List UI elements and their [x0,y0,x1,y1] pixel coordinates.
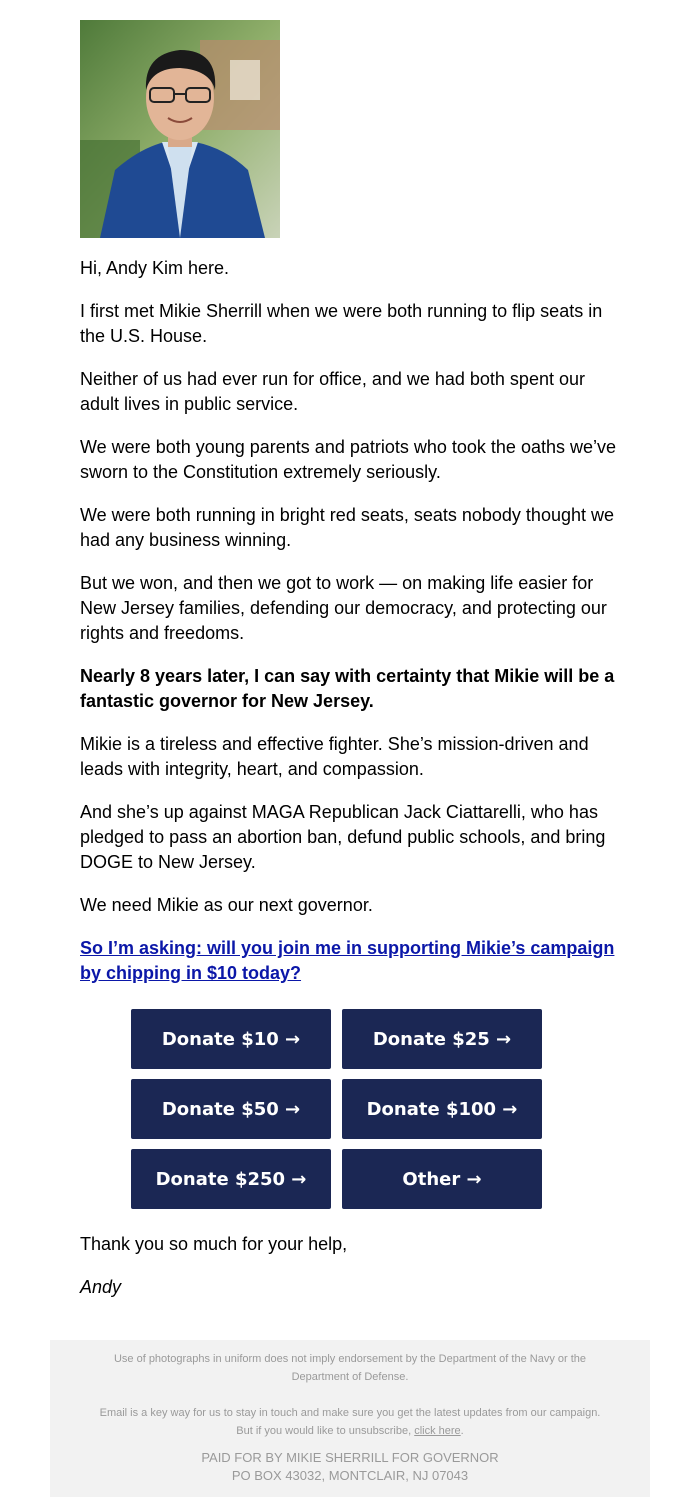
donate-100-button[interactable]: Donate $100 → [342,1079,542,1139]
uniform-disclaimer: Use of photographs in uniform does not imply endorsement by the Department of the Navy or the Department of Defense. [113,1353,587,1383]
signature: Andy [80,1277,122,1297]
paragraph-1: I first met Mikie Sherrill when we were both running to flip seats in the U.S. House. [80,301,603,346]
donate-10-button[interactable]: Donate $10 → [131,1009,331,1069]
mailing-address: PO BOX 43032, MONTCLAIR, NJ 07043 [231,1468,469,1483]
paragraph-6-bold: Nearly 8 years later, I can say with certainty that Mikie will be a fantastic governor for New Jersey. [80,666,615,711]
unsubscribe-suffix: . [460,1425,464,1437]
donate-other-button[interactable]: Other → [342,1149,542,1209]
paragraph-3: We were both young parents and patriots who took the oaths we’ve sworn to the Constitution extremely seriously. [80,437,616,482]
ask-paragraph [80,936,625,986]
greeting: Hi, Andy Kim here. [80,258,230,278]
paragraph-5: But we won, and then we got to work — on making life easier for New Jersey families, defending our democracy, and protecting our rights and freedoms. [80,573,607,643]
paragraph-7: Mikie is a tireless and effective fighter. She’s mission-driven and leads with integrity, heart, and compassion. [80,734,589,779]
unsubscribe-link[interactable]: click here [414,1425,461,1437]
thanks-text: Thank you so much for your help, [80,1234,348,1254]
donate-ask-link[interactable]: So I’m asking: will you join me in supporting Mikie’s campaign by chipping in $10 today? [80,938,615,983]
paid-for-block [50,1449,650,1485]
unsubscribe-note [90,1404,610,1440]
donate-250-button[interactable]: Donate $250 → [131,1149,331,1209]
donate-25-button[interactable]: Donate $25 → [342,1009,542,1069]
paragraph-2: Neither of us had ever run for office, and we had both spent our adult lives in public service. [80,369,585,414]
paragraph-8: And she’s up against MAGA Republican Jack Ciattarelli, who has pledged to pass an abortion ban, defund public schools, and bring DOGE to New Jersey. [80,802,606,872]
paid-for-text: PAID FOR BY MIKIE SHERRILL FOR GOVERNOR [201,1450,499,1465]
email-body [80,256,625,1004]
email-footer [50,1340,650,1497]
unsubscribe-prefix: But if you would like to unsubscribe, [236,1425,415,1437]
paragraph-4: We were both running in bright red seats, seats nobody thought we had any business winning. [80,505,614,550]
portrait-icon [80,20,280,238]
paragraph-9: We need Mikie as our next governor. [80,895,373,915]
donate-button-grid [131,1009,542,1209]
portrait-photo [80,20,280,238]
donate-50-button[interactable]: Donate $50 → [131,1079,331,1139]
email-note: Email is a key way for us to stay in touch and make sure you get the latest updates from our campaign. [99,1407,601,1419]
closing [80,1232,625,1318]
